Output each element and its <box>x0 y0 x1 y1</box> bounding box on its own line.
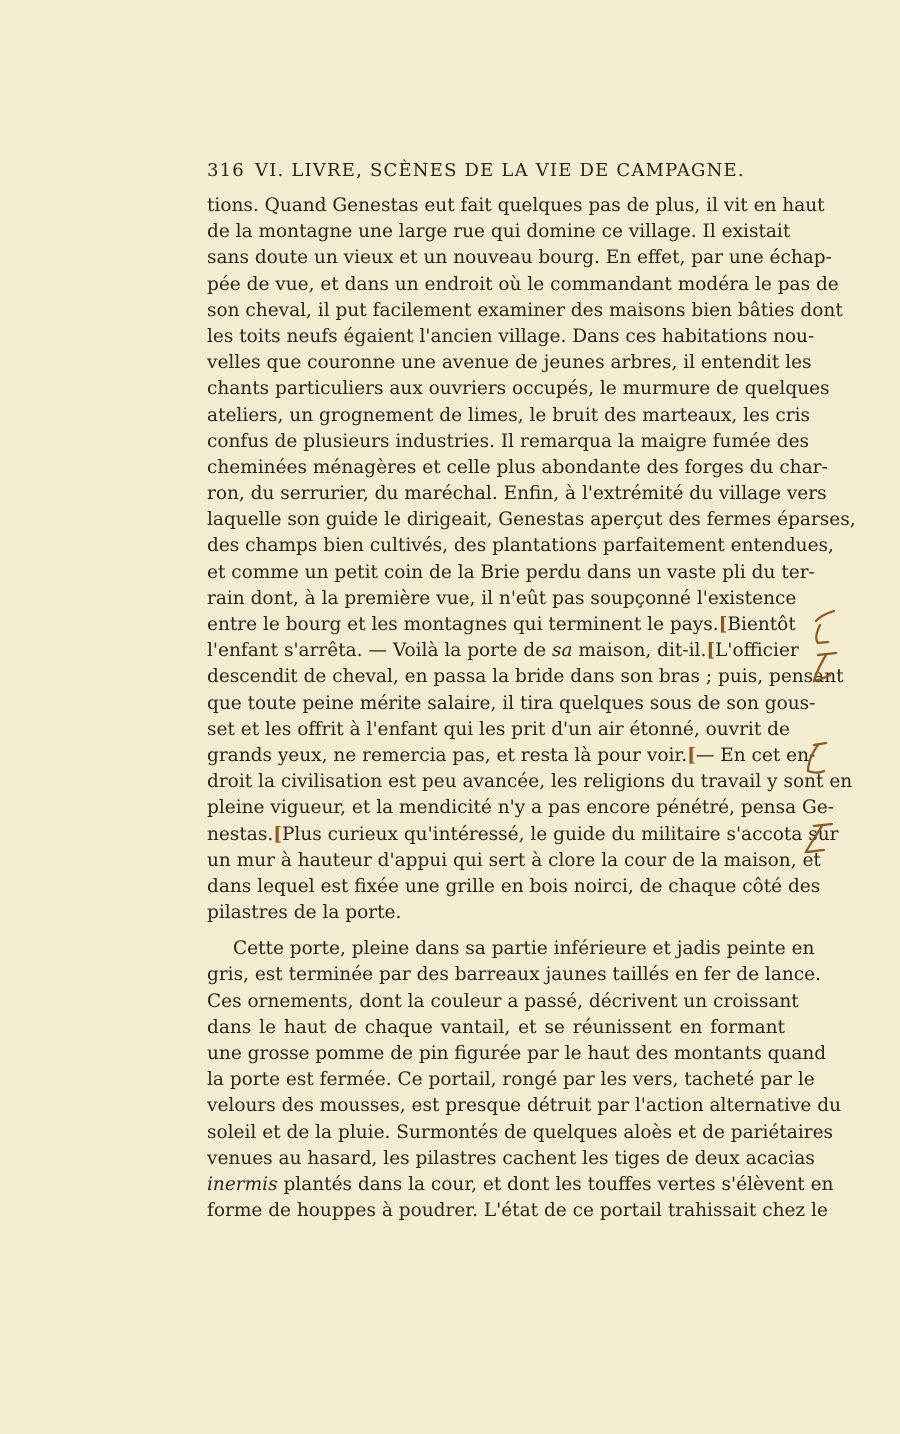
margin-bracket-mark <box>800 818 840 860</box>
text-line: venues au hasard, les pilastres cachent les tiges de deux acacias <box>207 1147 815 1169</box>
running-header <box>207 160 787 186</box>
inline-bracket-mark: [ <box>718 614 728 635</box>
text-segment: maison, dit-il. <box>572 640 707 662</box>
text-segment: L'officier <box>715 640 799 662</box>
margin-bracket-mark <box>806 603 846 645</box>
inline-bracket-mark: [ <box>273 823 282 845</box>
text-line: Cette porte, pleine dans sa partie inférieure et jadis peinte en <box>233 938 815 960</box>
text-line: une grosse pomme de pin figurée par le haut des montants quand <box>207 1043 827 1064</box>
text-line: set et les offrit à l'enfant qui les prit d'un air étonné, ouvrit de <box>207 718 790 740</box>
margin-bracket-mark <box>806 647 846 689</box>
text-line: velours des mousses, est presque détruit par l'action alternative du <box>207 1095 842 1117</box>
text-segment: — En cet en- <box>695 744 816 766</box>
text-line: et comme un petit coin de la Brie perdu dans un vaste pli du ter- <box>207 561 815 583</box>
italic-word: sa <box>551 640 573 662</box>
text-line-annotated <box>207 612 796 638</box>
paragraph-gap <box>207 926 785 936</box>
text-line: sans doute un vieux et un nouveau bourg. En effet, par une échap- <box>207 247 832 269</box>
text-line-annotated <box>207 638 799 664</box>
text-line-annotated <box>207 822 839 848</box>
text-segment: entre le bourg et les montagnes qui terminent le pays. <box>207 614 719 635</box>
text-segment: Plus curieux qu'intéressé, le guide du militaire s'accota sur <box>281 823 839 845</box>
text-segment: grands yeux, ne remercia pas, et resta là pour voir. <box>207 744 688 766</box>
text-segment: nestas. <box>207 823 274 845</box>
text-segment: Bientôt <box>727 614 796 635</box>
text-line: les toits neufs égaient l'ancien village. Dans ces habitations nou- <box>207 325 815 347</box>
text-line: soleil et de la pluie. Surmontés de quelques aloès et de pariétaires <box>207 1121 834 1143</box>
text-line: Ces ornements, dont la couleur a passé, décrivent un croissant <box>207 990 799 1012</box>
text-line: des champs bien cultivés, des plantations parfaitement entendues, <box>207 535 834 557</box>
text-line: un mur à hauteur d'appui qui sert à clore la cour de la maison, et <box>207 849 821 871</box>
text-line: chants particuliers aux ouvriers occupés, le murmure de quelques <box>207 378 830 400</box>
running-title: VI. LIVRE, SCÈNES DE LA VIE DE CAMPAGNE. <box>255 160 745 181</box>
text-line: laquelle son guide le dirigeait, Genestas aperçut des fermes éparses, <box>207 509 856 531</box>
italic-word: inermis <box>207 1173 278 1195</box>
body-text <box>207 193 856 1224</box>
margin-bracket-mark <box>800 737 840 779</box>
text-line: rain dont, à la première vue, il n'eût pas soupçonné l'existence <box>207 587 797 609</box>
text-line: dans le haut de chaque vantail, et se réunissent en formant <box>207 1016 785 1038</box>
text-line: ateliers, un grognement de limes, le bruit des marteaux, les cris <box>207 404 811 426</box>
text-line: cheminées ménagères et celle plus abondante des forges du char- <box>207 456 828 478</box>
text-line: pleine vigueur, et la mendicité n'y a pas encore pénétré, pensa Ge- <box>207 797 834 819</box>
text-line: descendit de cheval, en passa la bride dans son bras ; puis, pensant <box>207 666 844 688</box>
text-line-annotated <box>207 743 816 769</box>
text-line: dans lequel est fixée une grille en bois noirci, de chaque côté des <box>207 875 821 897</box>
text-segment: l'enfant s'arrêta. — Voilà la porte de <box>207 640 552 662</box>
text-line: tions. Quand Genestas eut fait quelques pas de plus, il vit en haut <box>207 195 825 216</box>
text-line: ron, du serrurier, du maréchal. Enfin, à l'extrémité du village vers <box>207 483 827 505</box>
text-line: confus de plusieurs industries. Il remarqua la maigre fumée des <box>207 430 810 452</box>
text-line: pilastres de la porte. <box>207 902 402 924</box>
text-line: gris, est terminée par des barreaux jaunes taillés en fer de lance. <box>207 964 821 986</box>
page-number: 316 <box>207 160 245 181</box>
text-line: velles que couronne une avenue de jeunes arbres, il entendit les <box>207 352 812 374</box>
inline-bracket-mark: [ <box>687 744 696 766</box>
text-line: que toute peine mérite salaire, il tira quelques sous de son gous- <box>207 692 816 714</box>
text-line <box>207 1172 834 1198</box>
inline-bracket-mark: [ <box>706 640 716 662</box>
text-line: la porte est fermée. Ce portail, rongé par les vers, tacheté par le <box>207 1069 815 1091</box>
text-line: de la montagne une large rue qui domine ce village. Il existait <box>207 221 791 243</box>
text-segment: plantés dans la cour, et dont les touffes vertes s'élèvent en <box>277 1173 834 1195</box>
text-line: pée de vue, et dans un endroit où le commandant modéra le pas de <box>207 273 839 295</box>
text-line: forme de houppes à poudrer. L'état de ce portail trahissait chez le <box>207 1200 828 1222</box>
text-line: droit la civilisation est peu avancée, les religions du travail y sont en <box>207 771 853 793</box>
text-line: son cheval, il put facilement examiner des maisons bien bâties dont <box>207 299 843 321</box>
